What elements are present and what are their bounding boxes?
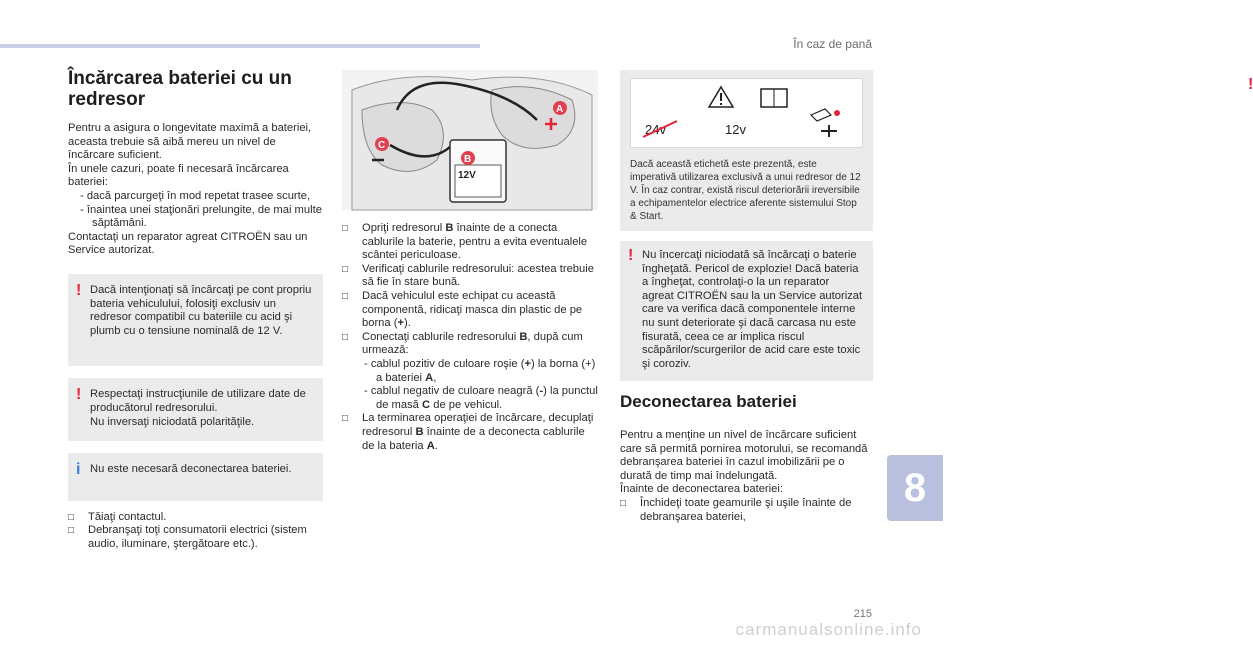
chapter-number: 8 (903, 466, 927, 510)
note-text: Respectaţi instrucţiunile de utilizare date de producătorul redresorului. (90, 388, 306, 414)
warning-note-charger (68, 274, 323, 366)
step-item: □ Opriţi redresorul B înainte de a conecta cablurile la baterie, pentru a evita eventualele scântei periculoase. (342, 222, 588, 262)
page-title: Încărcarea bateriei cu un redresor (68, 68, 292, 110)
charger-voltage-label: 12V (458, 170, 476, 181)
label-a: A (556, 104, 564, 115)
label-c: C (378, 140, 386, 151)
column-2 (342, 70, 598, 453)
intro-paragraph-2: În unele cazuri, poate fi necesară încărcarea bateriei: (68, 162, 289, 189)
warning-note-polarity (68, 378, 323, 441)
warning-icon: ! (76, 281, 82, 299)
note-text: Nu inversaţi niciodată polarităţile. (90, 415, 255, 428)
step-item: □ Verificaţi cablurile redresorului: acestea trebuie să fie în stare bună. (342, 262, 594, 289)
watermark-url: carmanualsonline.info (735, 620, 922, 639)
label-explanation: Dacă această etichetă este prezentă, este imperativă utilizarea exclusivă a unui redresor de 12 V. În caz contrar, există riscul deteriorării ireversibile a echipamentelor electrice aferente sistemului Stop & Start. (630, 159, 861, 222)
checkbox-bullet-icon: □ (342, 290, 349, 302)
page-number: 215 (853, 608, 872, 620)
top-accent-bar (0, 44, 480, 48)
label-24v: 24v (645, 122, 666, 137)
note-text: Dacă intenţionaţi să încărcaţi pe cont propriu bateria vehiculului, folosiţi exclusiv un redresor compatibil cu bateriile cu acid şi plumb cu o tensiune nominală de 12 V. (90, 283, 312, 337)
intro-paragraph-1: Pentru a asigura o longevitate maximă a bateriei, aceasta trebuie să aibă mereu un nivel de încărcare suficient. (68, 122, 312, 162)
checkbox-bullet-icon: □ (342, 331, 349, 343)
section-header: În caz de pană (793, 37, 872, 51)
warning-icon: ! (1248, 76, 1253, 93)
info-note (68, 453, 323, 501)
step-item: □ Conectaţi cablurile redresorului B, după cum urmează: (342, 330, 583, 357)
disconnect-paragraph-1: Pentru a menţine un nivel de încărcare suficient care să permită pornirea motorului, se recomandă debranşarea bateriei în cazul imobilizării pe o durată de timp mai îndelungată. (620, 428, 868, 482)
checkbox-bullet-icon: □ (342, 263, 349, 275)
step-item: □ La terminarea operaţiei de încărcare, decuplaţi redresorul B înainte de a deconecta cablurile de la bateria A. (342, 412, 594, 452)
charger-clamp-icon (811, 109, 831, 121)
step-item: □ Închideţi toate geamurile şi uşile înainte de debranşarea bateriei, (620, 496, 852, 523)
column-3 (620, 70, 1253, 524)
label-b: B (464, 154, 472, 165)
intro-paragraph-3: Contactaţi un reparator agreat CITROËN sau un Service autorizat. (68, 230, 308, 257)
checkbox-bullet-icon: □ (68, 525, 75, 537)
note-text: Nu încercaţi niciodată să încărcaţi o baterie îngheţată. Pericol de explozie! Dacă bateria a îngheţat, controlaţi-o la un reparator agreat CITROËN sau la un Service autorizat care va verifica dacă componentele interne nu sunt deteriorate şi dacă carcasa nu este fisurată, ceea ce ar implica riscul scăpărilor/scurgerilor de acid care este toxic şi coroziv. (642, 249, 863, 370)
engine-bay-illustration (342, 70, 598, 210)
label-12v: 12v (725, 122, 746, 137)
checkbox-bullet-icon: □ (342, 413, 349, 425)
checkbox-bullet-icon: □ (620, 497, 627, 509)
column-1 (68, 68, 323, 551)
checkbox-bullet-icon: □ (68, 511, 75, 523)
warning-icon: ! (76, 386, 82, 404)
step-item: □ Debranşaţi toţi consumatorii electrici (sistem audio, iluminare, ştergătoare etc.). (68, 524, 307, 550)
stop-start-label-box (620, 70, 1253, 231)
warning-frozen-battery (620, 241, 873, 381)
checkbox-bullet-icon: □ (342, 223, 349, 234)
list-item: - înaintea unei staţionări prelungite, de mai multe săptămâni. (80, 203, 322, 230)
chapter-tab (887, 455, 943, 521)
charger-connection-figure (342, 70, 598, 210)
sub-step-item: - cablul negativ de culoare neagră (-) la punctul de masă C de pe vehicul. (364, 385, 598, 411)
battery-plus-icon (821, 125, 837, 137)
step-item: □ Tăiaţi contactul. (68, 510, 167, 523)
list-item: - dacă parcurgeţi în mod repetat trasee scurte, (80, 189, 311, 202)
step-item: □ Dacă vehiculul este echipat cu această componentă, ridicaţi masca din plastic de pe borna (+). (342, 289, 583, 330)
section-title-disconnect: Deconectarea bateriei (620, 392, 797, 412)
sub-step-item: - cablul pozitiv de culoare roşie (+) la borna (+) a bateriei A, (364, 357, 596, 384)
info-icon: i (76, 461, 81, 479)
disconnect-paragraph-2: Înainte de deconectarea bateriei: (620, 483, 783, 496)
battery-label-illustration (630, 78, 863, 148)
note-text: Nu este necesară deconectarea bateriei. (90, 463, 292, 476)
warning-icon: ! (628, 247, 634, 264)
